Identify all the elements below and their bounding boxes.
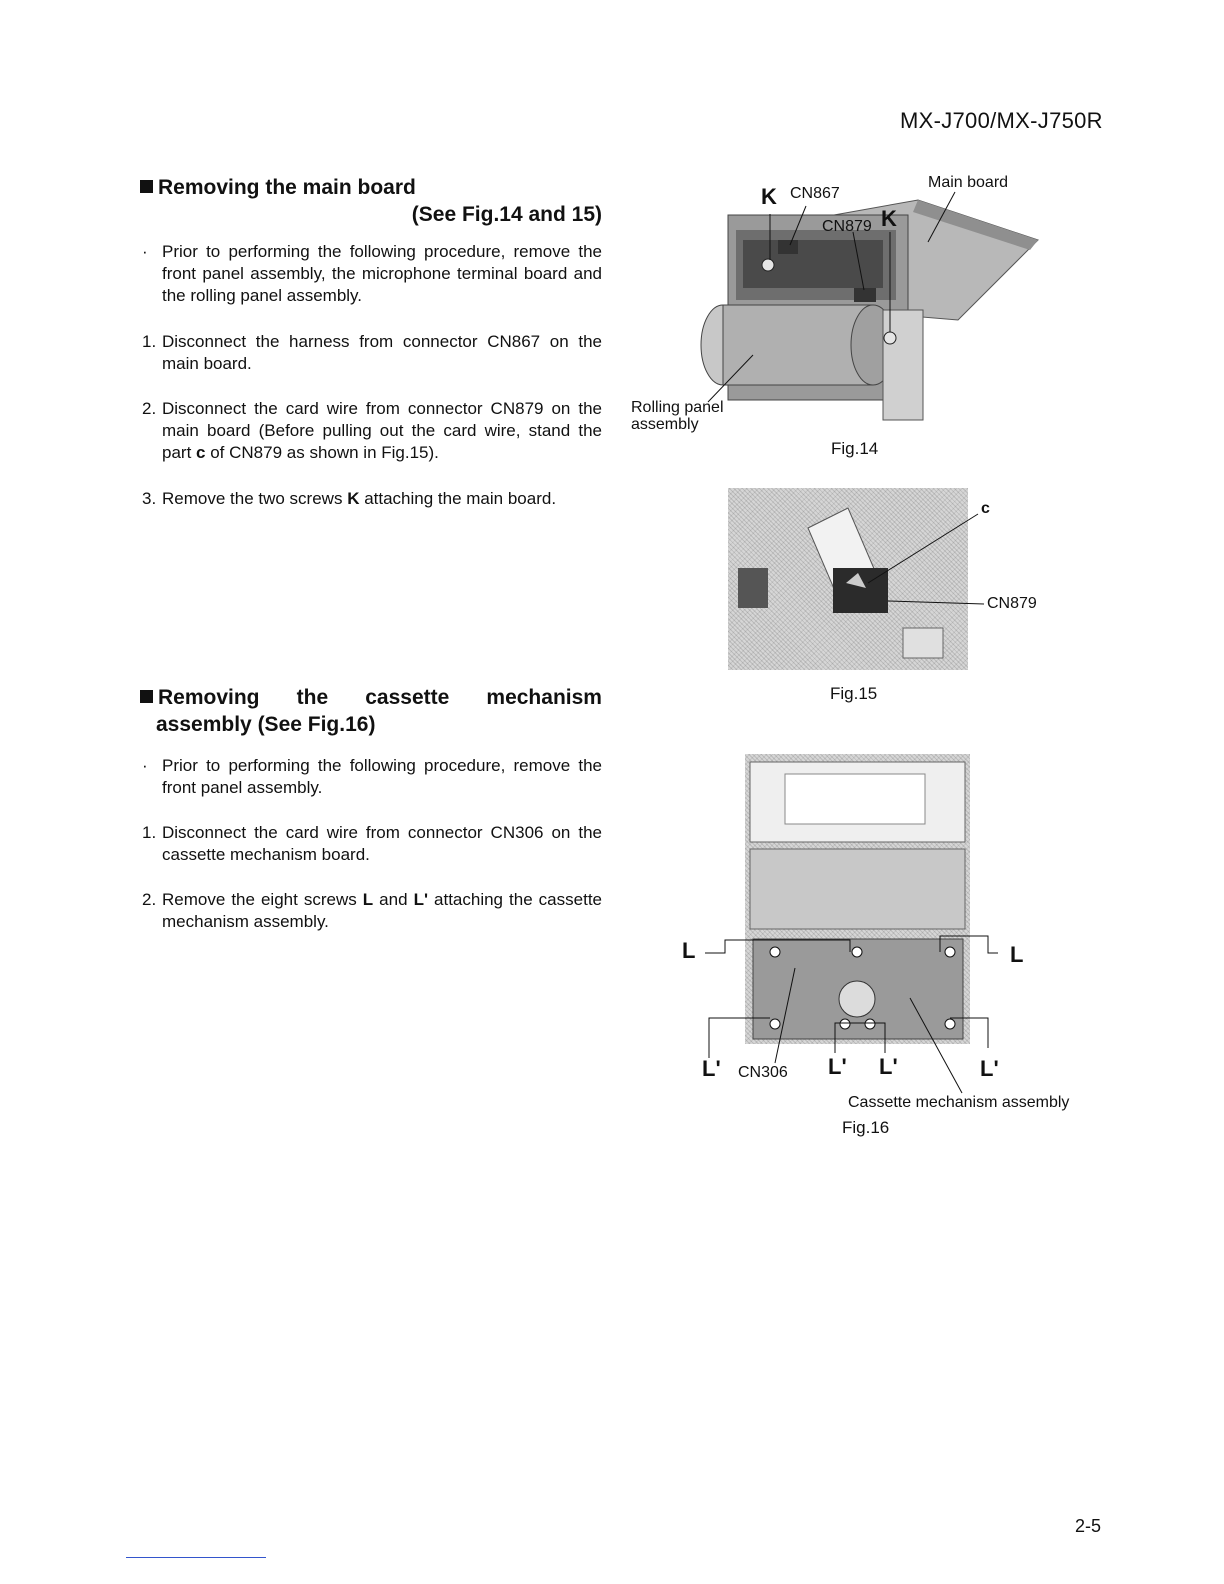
step-text-part: attaching the main board. <box>359 489 557 508</box>
label-c: c <box>981 500 990 517</box>
heading-word: mechanism <box>486 686 602 709</box>
leader-line <box>910 998 962 1093</box>
figure-caption: Fig.15 <box>830 684 878 703</box>
heading-word: the <box>296 686 329 709</box>
heading-line-1 <box>140 684 602 711</box>
leader-bracket <box>705 940 850 953</box>
leader-bracket <box>709 1018 770 1058</box>
screw-k-icon <box>762 259 774 271</box>
leader-line <box>888 601 984 604</box>
leader-line <box>775 968 795 1063</box>
step-text-part: of CN879 as shown in Fig.15). <box>205 443 439 462</box>
prerequisite-note <box>142 241 602 307</box>
cassette-step-1 <box>142 822 602 866</box>
side-bracket <box>883 310 923 420</box>
fig16-leaders <box>670 748 1090 1148</box>
label-cn867: CN867 <box>790 185 840 202</box>
label-cn879: CN879 <box>987 595 1037 612</box>
label-l: L <box>1010 942 1024 967</box>
page-number: 2-5 <box>1075 1516 1102 1536</box>
step-2 <box>142 398 602 464</box>
step-text: Disconnect the harness from connector CN867 on the main board. <box>162 332 602 373</box>
leader-bracket <box>940 936 998 953</box>
section-heading-main-board <box>140 174 602 228</box>
cassette-step-2 <box>142 889 602 933</box>
step-text-part: Remove the eight screws <box>162 890 363 909</box>
heading-title: Removing the main board <box>158 176 416 199</box>
leader-bracket <box>950 1018 988 1048</box>
heading-line-2: assembly (See Fig.16) <box>156 713 376 736</box>
dot-bullet-icon: · <box>142 242 148 261</box>
step-text-part: Remove the two screws <box>162 489 348 508</box>
square-bullet-icon <box>140 180 153 193</box>
step-number: 1. <box>142 823 157 842</box>
label-l: L <box>682 938 696 963</box>
step-text <box>162 488 602 510</box>
label-line: assembly <box>631 416 699 433</box>
step-text: Disconnect the card wire from connector CN306 on the cassette mechanism board. <box>162 823 602 864</box>
model-number: MX-J700/MX-J750R <box>900 108 1103 133</box>
section-heading-cassette <box>140 684 602 738</box>
screw-label: L' <box>413 890 428 909</box>
prerequisite-note-2 <box>142 755 602 799</box>
label-main-board: Main board <box>928 174 1009 191</box>
square-bullet-icon <box>140 690 153 703</box>
screw-k-icon <box>884 332 896 344</box>
screw-label: L <box>362 890 374 909</box>
figure-15 <box>728 488 1058 708</box>
step-text <box>162 398 602 464</box>
heading-word: cassette <box>365 686 450 709</box>
connector-cn879 <box>854 288 876 302</box>
step-text-part: Disconnect the card wire from connector CN879 on the main board (Before pulling out the card wire, stand the part <box>162 399 602 462</box>
step-number: 3. <box>142 489 157 508</box>
footer-divider <box>126 1557 266 1558</box>
figure-caption: Fig.16 <box>842 1118 890 1137</box>
heading-subtitle: (See Fig.14 and 15) <box>411 203 602 226</box>
label-k: K <box>761 184 777 209</box>
step-number: 2. <box>142 890 157 909</box>
heading-word <box>140 684 260 711</box>
label-cassette-mechanism: Cassette mechanism assembly <box>848 1094 1070 1111</box>
leader-line <box>868 514 978 583</box>
label-l-prime: L' <box>879 1054 898 1079</box>
step-3 <box>142 488 602 510</box>
label-l-prime: L' <box>980 1056 999 1081</box>
screw-label: K <box>347 489 360 508</box>
label-k: K <box>881 206 897 231</box>
step-text <box>162 889 602 933</box>
figure-16 <box>670 748 1090 1148</box>
step-1 <box>142 331 602 375</box>
heading-word-text: Removing <box>158 686 260 709</box>
step-number: 1. <box>142 332 157 351</box>
label-line: Rolling panel <box>631 399 724 416</box>
leader-bracket <box>835 1023 885 1053</box>
step-text-part: and <box>373 890 414 909</box>
prerequisite-text: Prior to performing the following procedure, remove the front panel assembly. <box>162 756 602 797</box>
step-number: 2. <box>142 399 157 418</box>
step-text-part: attaching the cassette mechanism assembly. <box>162 890 602 931</box>
part-label: c <box>196 443 206 462</box>
label-l-prime: L' <box>702 1056 721 1081</box>
label-rolling-panel <box>631 399 724 433</box>
connector-cn867 <box>778 240 798 254</box>
label-cn306: CN306 <box>738 1064 788 1081</box>
label-l-prime: L' <box>828 1054 847 1079</box>
figure-caption: Fig.14 <box>831 439 879 458</box>
prerequisite-text: Prior to performing the following procedure, remove the front panel assembly, the microphone terminal board and the rolling panel assembly. <box>162 242 602 305</box>
dot-bullet-icon: · <box>142 756 148 775</box>
figure-14 <box>628 170 1048 460</box>
label-cn879: CN879 <box>822 218 872 235</box>
